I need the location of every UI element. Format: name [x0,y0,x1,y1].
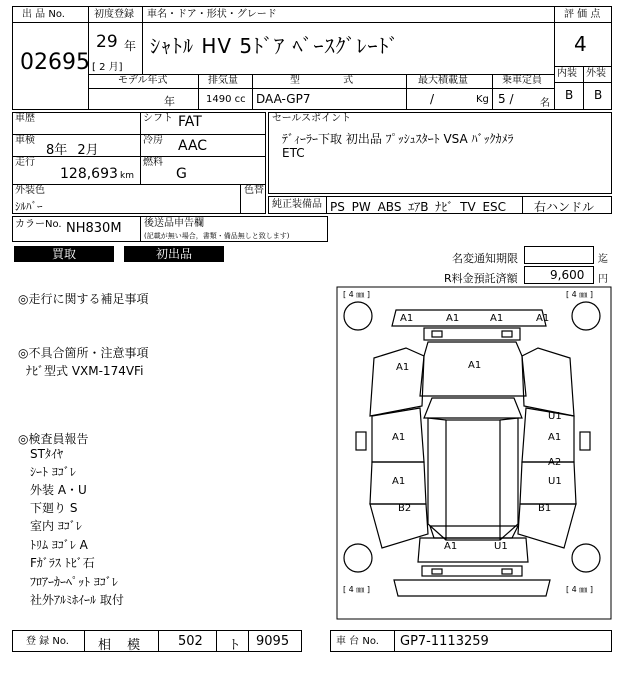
spec-frame [12,112,266,214]
damage-code: A1 [400,313,414,324]
model-year-unit: 年 [164,95,175,108]
capacity-value: 5 / [498,92,514,106]
damage-code: A1 [444,541,458,552]
damage-code: A1 [536,313,550,324]
steering-value: 右ハンドル [534,200,595,214]
chassis-no: GP7-1113259 [400,634,489,649]
inspector-line: 外装 A・U [30,483,87,497]
inspector-line: 社外ｱﾙﾐﾎｲｰﾙ 取付 [30,593,124,607]
max-load-value: / [430,92,435,106]
after-report-note: (記載が無い場合，書類・備品無しと致します) [144,232,290,240]
score-value: 4 [574,32,587,56]
tire-depth-rr: [ 4 ㎜ ] [566,585,593,594]
damage-code: A2 [548,457,562,468]
interior-score: B [565,88,574,102]
capacity-unit: 名 [540,98,550,109]
inspector-line: ﾄﾘﾑ ﾖｺﾞﾚ A [30,538,88,552]
inspector-line: ﾌﾛｱｰｶｰﾍﾟｯﾄ ﾖｺﾞﾚ [30,575,118,589]
damage-code: A1 [396,362,410,373]
max-load-unit: Kg [476,94,489,105]
ext-color-value: ｼﾙﾊﾞｰ [15,200,43,213]
damage-code: A1 [446,313,460,324]
reg-class: 502 [178,634,203,649]
score-label: 評 価 点 [564,9,601,20]
after-report-label: 後送品申告欄 [144,218,204,229]
buy-button[interactable]: 買取 [14,246,114,262]
damage-code: U1 [494,541,508,552]
damage-code: U1 [548,411,562,422]
first-reg-month: [ 2 月] [92,62,123,73]
shift-value: FAT [178,114,202,130]
driving-notes-heading: ◎走行に関する補足事項 [18,292,149,306]
inspector-heading: ◎検査員報告 [18,432,89,446]
car-name-label: 車名・ドア・形状・グレード [147,9,277,20]
recycle-unit: 円 [598,274,608,285]
tire-depth-fr: [ 4 ㎜ ] [566,290,593,299]
type-value: DAA-GP7 [256,92,311,106]
mileage-unit: km [120,171,134,181]
tire-depth-fl: [ 4 ㎜ ] [343,290,370,299]
chassis-label: 車 台 No. [336,636,379,647]
tire-depth-rl: [ 4 ㎜ ] [343,585,370,594]
name-change-unit: 迄 [598,254,608,265]
displacement-label: 排気量 [208,75,238,86]
fuel-label: 燃料 [143,157,163,168]
inspector-line: 下廻り S [30,501,78,515]
reg-no-label: 登 録 No. [26,636,69,647]
recycle-value: 9,600 [550,268,585,282]
inspector-line: Fｶﾞﾗｽ ﾄﾋﾞ石 [30,556,95,570]
color-no-label: カラーNo. [15,219,62,230]
mileage-value: 128,693 [60,166,118,182]
color-no-value: NH830M [66,221,122,236]
max-load-label: 最大積載量 [418,75,468,86]
ac-label: 冷房 [143,135,163,146]
history-label: 車歴 [15,113,35,124]
sales-point-label: セールスポイント [272,113,352,124]
capacity-label: 乗車定員 [502,75,542,86]
sales-point-line2: ETC [282,146,305,160]
damage-code: A1 [548,432,562,443]
damage-code: U1 [548,476,562,487]
fuel-value: G [176,166,187,182]
inspection-label: 車検 [15,135,35,146]
model-year-label: モデル年式 [118,75,168,86]
defects-heading: ◎不具合箇所・注意事項 [18,346,149,360]
mileage-label: 走行 [15,157,35,168]
name-change-label: 名変通知期限 [452,252,518,265]
car-name: ｼｬﾄﾙ HV 5ﾄﾞｱ ﾍﾞｰｽｸﾞﾚｰﾄﾞ [150,34,400,58]
first-reg-label: 初度登録 [94,9,134,20]
inspector-line: 室内 ﾖｺﾞﾚ [30,519,82,533]
equipment-label: 純正装備品 [272,199,322,210]
reg-area: 相 模 [98,638,147,653]
first-reg-year: 29 [96,32,118,52]
ac-value: AAC [178,138,208,154]
damage-code: A1 [392,432,406,443]
recycle-label: R料金預託済額 [444,272,518,285]
lot-number: 02695 [20,50,90,75]
shift-label: シフト [143,113,173,124]
equipment-value: PS PW ABS ｴｱB ﾅﾋﾞ TV ESC [330,200,507,214]
damage-code: B2 [398,503,412,514]
damage-code: A1 [392,476,406,487]
exterior-label: 外装 [586,68,606,79]
damage-code: B1 [538,503,552,514]
lot-no-label: 出 品 No. [22,9,65,20]
name-change-box [524,246,594,264]
listing-button[interactable]: 初出品 [124,246,224,262]
displacement-value: 1490 cc [206,94,246,105]
inspector-line: STﾀｲﾔ [30,447,63,461]
inspector-line: ｼｰﾄ ﾖｺﾞﾚ [30,465,76,479]
type-label: 型 式 [290,75,354,86]
exterior-score: B [594,88,603,102]
inspection-value: 8年 2月 [46,143,99,158]
damage-code: A1 [490,313,504,324]
year-unit: 年 [124,39,137,53]
ext-color-label: 外装色 [15,185,45,196]
reg-number: 9095 [256,634,290,649]
interior-label: 内装 [557,68,577,79]
color-change-label: 色替 [244,185,264,196]
reg-kana: ト [228,638,242,653]
sales-point-line1: ﾃﾞｨｰﾗｰ下取 初出品 ﾌﾟｯｼｭｽﾀｰﾄ VSA ﾊﾞｯｸｶﾒﾗ [282,132,514,146]
damage-code: A1 [468,360,482,371]
damage-diagram [336,286,612,620]
defects-line: ﾅﾋﾞ型式 VXM-174VFi [26,364,144,378]
